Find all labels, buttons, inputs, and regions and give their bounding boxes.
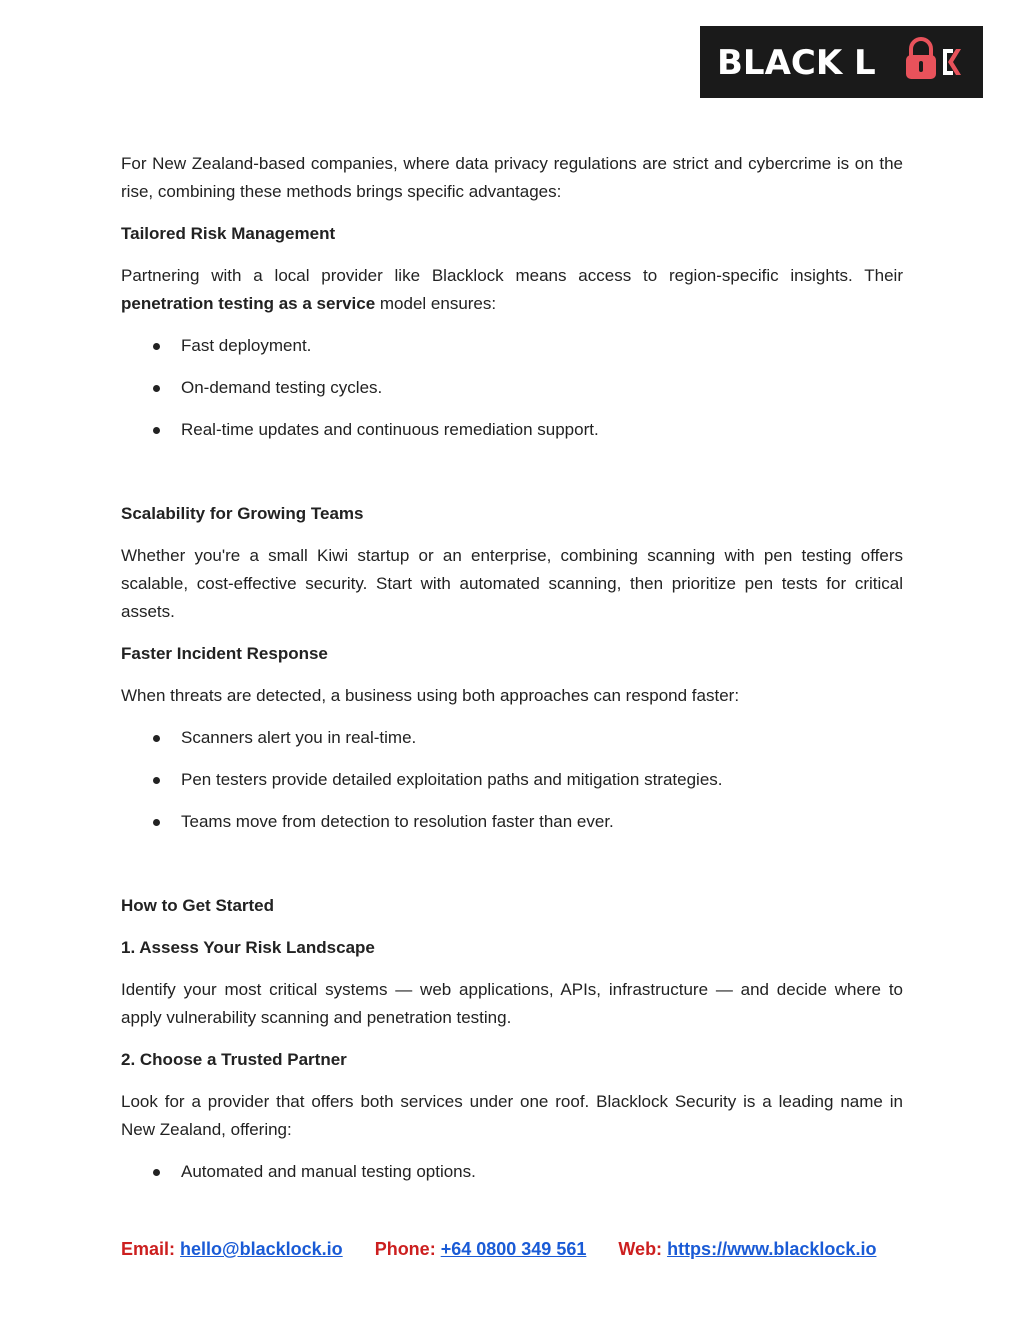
phone-label: Phone: (374, 1239, 436, 1259)
heading-step-1: 1. Assess Your Risk Landscape (121, 938, 375, 957)
list-item: Automated and manual testing options. (121, 1158, 903, 1186)
intro-paragraph: For New Zealand-based companies, where data privacy regulations are strict and cybercrime is on the rise, combining these methods brings specific advantages: (121, 154, 903, 201)
list-item: Pen testers provide detailed exploitation paths and mitigation strategies. (121, 766, 903, 794)
heading-tailored-risk: Tailored Risk Management (121, 224, 336, 243)
document-body (121, 150, 903, 1200)
web-link[interactable]: https://www.blacklock.io (667, 1239, 877, 1259)
phone-link[interactable]: +64 0800 349 561 (440, 1239, 587, 1259)
paragraph-step-1: Identify your most critical systems — web applications, APIs, infrastructure — and decide where to apply vulnerability scanning and penetration testing. (121, 980, 903, 1027)
contact-footer (121, 1236, 903, 1262)
padlock-icon (906, 39, 936, 79)
heading-scalability: Scalability for Growing Teams (121, 504, 364, 523)
heading-get-started: How to Get Started (121, 896, 275, 915)
list-item: On-demand testing cycles. (121, 374, 903, 402)
email-label: Email: (121, 1239, 176, 1259)
svg-text:BLACK L: BLACK L (716, 43, 876, 83)
paragraph-step-2: Look for a provider that offers both services under one roof. Blacklock Security is a leading name in New Zealand, offering: (121, 1092, 903, 1139)
bullet-list-partner (121, 1158, 903, 1186)
list-item: Scanners alert you in real-time. (121, 724, 903, 752)
web-label: Web: (618, 1239, 663, 1259)
logo-ck-mark (943, 49, 961, 75)
email-link[interactable]: hello@blacklock.io (180, 1239, 343, 1259)
bullet-list-incident (121, 724, 903, 836)
paragraph-tailored-risk: Partnering with a local provider like Blacklock means access to region-specific insights. Their penetration testing as a service model ensures: (121, 266, 903, 313)
list-item: Teams move from detection to resolution faster than ever. (121, 808, 903, 836)
bullet-list-tailored (121, 332, 903, 444)
heading-step-2: 2. Choose a Trusted Partner (121, 1050, 347, 1069)
heading-incident-response: Faster Incident Response (121, 644, 328, 663)
list-item: Fast deployment. (121, 332, 903, 360)
blacklock-logo (700, 26, 983, 98)
list-item: Real-time updates and continuous remediation support. (121, 416, 903, 444)
paragraph-scalability: Whether you're a small Kiwi startup or an enterprise, combining scanning with pen testing offers scalable, cost-effective security. Start with automated scanning, then prioritize pen tests for critical assets. (121, 546, 903, 621)
paragraph-incident-response: When threats are detected, a business using both approaches can respond faster: (121, 686, 740, 705)
bold-phrase: penetration testing as a service (121, 294, 376, 313)
blacklock-logo-mark (713, 34, 971, 90)
